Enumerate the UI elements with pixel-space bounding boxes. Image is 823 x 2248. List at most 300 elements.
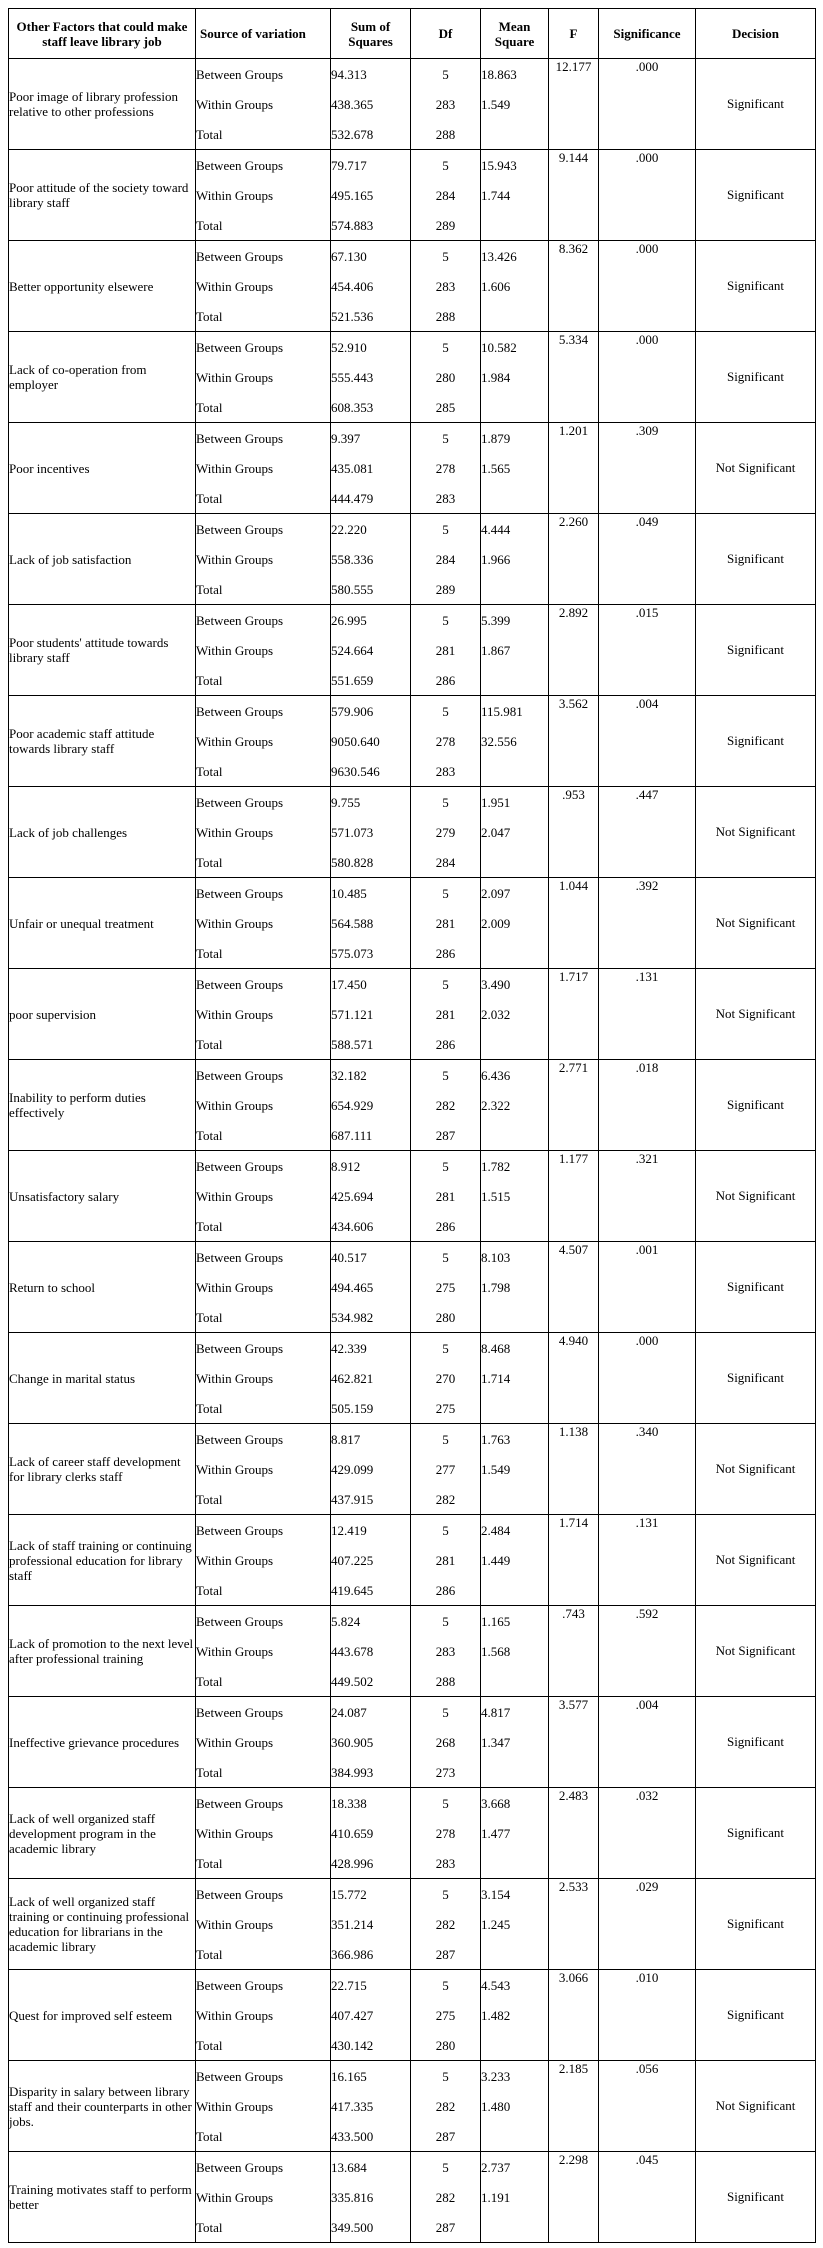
df-cell-stack — [411, 332, 480, 422]
sum-of-squares-cell-value: 410.659 — [331, 1825, 374, 1841]
df-cell-value: 283 — [435, 1643, 456, 1659]
source-cell-value: Total — [196, 1491, 223, 1507]
decision-cell: Significant — [696, 59, 816, 150]
df-cell-stack — [411, 1242, 480, 1332]
sum-of-squares-cell-value: 335.816 — [331, 2189, 374, 2205]
df-cell-value: 288 — [435, 126, 456, 142]
mean-square-cell — [481, 1606, 549, 1697]
f-cell: 2.771 — [549, 1060, 599, 1151]
mean-square-cell-value: 1.565 — [481, 460, 511, 476]
mean-square-cell-value: 1.867 — [481, 642, 511, 658]
sum-of-squares-cell-value: 407.225 — [331, 1552, 374, 1568]
df-cell-stack — [411, 1060, 480, 1150]
df-cell-stack — [411, 1879, 480, 1969]
df-cell-value: 283 — [435, 96, 456, 112]
factor-cell: Better opportunity elsewere — [9, 241, 196, 332]
significance-cell: .032 — [599, 1788, 696, 1879]
sum-of-squares-cell-stack — [331, 1606, 410, 1696]
source-cell-stack — [196, 1333, 330, 1423]
source-cell-value: Within Groups — [196, 1643, 274, 1659]
table-row — [9, 332, 816, 423]
source-cell-value: Total — [196, 1855, 223, 1871]
source-cell — [196, 696, 331, 787]
mean-square-cell — [481, 59, 549, 150]
df-cell-stack — [411, 514, 480, 604]
mean-square-cell-value — [481, 1848, 548, 1878]
mean-square-cell-value: 13.426 — [481, 248, 517, 264]
sum-of-squares-cell-value: 580.555 — [331, 581, 374, 597]
mean-square-cell-value: 6.436 — [481, 1067, 511, 1083]
source-cell-value: Within Groups — [196, 2189, 274, 2205]
sum-of-squares-cell-value: 564.588 — [331, 915, 374, 931]
sum-of-squares-cell-stack — [331, 423, 410, 513]
df-cell-stack — [411, 605, 480, 695]
mean-square-cell-value: 1.477 — [481, 1825, 511, 1841]
mean-square-cell-value: 1.245 — [481, 1916, 511, 1932]
decision-cell: Significant — [696, 150, 816, 241]
sum-of-squares-cell — [331, 1970, 411, 2061]
mean-square-cell-value: 1.782 — [481, 1158, 511, 1174]
df-cell-stack — [411, 1970, 480, 2060]
sum-of-squares-cell — [331, 241, 411, 332]
decision-cell: Significant — [696, 1788, 816, 1879]
factor-cell: Return to school — [9, 1242, 196, 1333]
source-cell-value: Total — [196, 308, 223, 324]
source-cell — [196, 59, 331, 150]
df-cell-value: 283 — [435, 763, 456, 779]
sum-of-squares-cell-value: 9050.640 — [331, 733, 380, 749]
source-cell — [196, 332, 331, 423]
mean-square-cell — [481, 423, 549, 514]
factor-cell: Inability to perform duties effectively — [9, 1060, 196, 1151]
source-cell-stack — [196, 1788, 330, 1878]
mean-square-cell-value: 115.981 — [481, 703, 523, 719]
source-cell-stack — [196, 1515, 330, 1605]
source-cell-value: Total — [196, 1946, 223, 1962]
sum-of-squares-cell-stack — [331, 2061, 410, 2151]
df-cell — [411, 1515, 481, 1606]
sum-of-squares-cell-value: 433.500 — [331, 2128, 374, 2144]
mean-square-cell-stack — [481, 1333, 548, 1423]
factor-cell: Lack of career staff development for library clerks staff — [9, 1424, 196, 1515]
header-significance: Significance — [599, 9, 696, 59]
sum-of-squares-cell — [331, 1697, 411, 1788]
df-cell-stack — [411, 1424, 480, 1514]
source-cell — [196, 241, 331, 332]
decision-cell: Significant — [696, 1242, 816, 1333]
factor-cell: Lack of promotion to the next level after professional training — [9, 1606, 196, 1697]
sum-of-squares-cell-value: 555.443 — [331, 369, 374, 385]
sum-of-squares-cell-value: 360.905 — [331, 1734, 374, 1750]
source-cell-stack — [196, 878, 330, 968]
f-cell: 2.185 — [549, 2061, 599, 2152]
table-row — [9, 878, 816, 969]
sum-of-squares-cell-value: 687.111 — [331, 1127, 373, 1143]
sum-of-squares-cell-value: 351.214 — [331, 1916, 374, 1932]
decision-cell: Significant — [696, 2152, 816, 2243]
sum-of-squares-cell — [331, 1060, 411, 1151]
df-cell-value: 286 — [435, 1582, 456, 1598]
mean-square-cell-stack — [481, 241, 548, 331]
df-cell-value: 289 — [435, 217, 456, 233]
df-cell — [411, 1970, 481, 2061]
sum-of-squares-cell-stack — [331, 1515, 410, 1605]
mean-square-cell-stack — [481, 1060, 548, 1150]
sum-of-squares-cell-value: 443.678 — [331, 1643, 374, 1659]
f-cell: 3.562 — [549, 696, 599, 787]
mean-square-cell-stack — [481, 1697, 548, 1787]
factor-cell: Change in marital status — [9, 1333, 196, 1424]
df-cell — [411, 1879, 481, 1970]
mean-square-cell-value: 1.449 — [481, 1552, 511, 1568]
decision-cell: Significant — [696, 605, 816, 696]
significance-cell: .000 — [599, 59, 696, 150]
df-cell-stack — [411, 787, 480, 877]
decision-cell: Significant — [696, 1970, 816, 2061]
mean-square-cell-value: 8.468 — [481, 1340, 511, 1356]
decision-cell: Significant — [696, 1879, 816, 1970]
source-cell-value: Within Groups — [196, 460, 274, 476]
df-cell-stack — [411, 423, 480, 513]
sum-of-squares-cell-value: 524.664 — [331, 642, 374, 658]
df-cell-value: 279 — [435, 824, 456, 840]
header-decision: Decision — [696, 9, 816, 59]
table-row — [9, 59, 816, 150]
df-cell-stack — [411, 2061, 480, 2151]
decision-cell: Not Significant — [696, 969, 816, 1060]
sum-of-squares-cell — [331, 2152, 411, 2243]
significance-cell: .056 — [599, 2061, 696, 2152]
table-row — [9, 1879, 816, 1970]
df-cell — [411, 969, 481, 1060]
source-cell-value: Within Groups — [196, 915, 274, 931]
significance-cell: .004 — [599, 696, 696, 787]
source-cell-value: Between Groups — [196, 885, 284, 901]
mean-square-cell-stack — [481, 696, 548, 786]
df-cell-value: 278 — [435, 1825, 456, 1841]
source-cell-value: Within Groups — [196, 2007, 274, 2023]
source-cell-value: Within Groups — [196, 1825, 274, 1841]
sum-of-squares-cell-stack — [331, 332, 410, 422]
significance-cell: .592 — [599, 1606, 696, 1697]
df-cell-value: 5 — [442, 2068, 449, 2084]
source-cell-value: Total — [196, 1127, 223, 1143]
df-cell-value: 280 — [435, 1309, 456, 1325]
factor-cell: Ineffective grievance procedures — [9, 1697, 196, 1788]
mean-square-cell-value — [481, 301, 548, 331]
mean-square-cell — [481, 969, 549, 1060]
mean-square-cell-value — [481, 2212, 548, 2242]
df-cell — [411, 332, 481, 423]
sum-of-squares-cell — [331, 1788, 411, 1879]
df-cell — [411, 2061, 481, 2152]
source-cell-value: Within Groups — [196, 642, 274, 658]
mean-square-cell-stack — [481, 1788, 548, 1878]
df-cell-value: 286 — [435, 1036, 456, 1052]
source-cell-value: Total — [196, 2219, 223, 2235]
sum-of-squares-cell — [331, 514, 411, 605]
source-cell-value: Total — [196, 1309, 223, 1325]
sum-of-squares-cell-value: 52.910 — [331, 339, 367, 355]
table-row — [9, 1333, 816, 1424]
df-cell-value: 5 — [442, 248, 449, 264]
factor-cell: Lack of job challenges — [9, 787, 196, 878]
sum-of-squares-cell-value: 444.479 — [331, 490, 374, 506]
source-cell-value: Total — [196, 1673, 223, 1689]
source-cell-value: Total — [196, 672, 223, 688]
df-cell — [411, 2152, 481, 2243]
df-cell-stack — [411, 150, 480, 240]
df-cell — [411, 1788, 481, 1879]
source-cell-value: Total — [196, 1218, 223, 1234]
mean-square-cell — [481, 150, 549, 241]
sum-of-squares-cell-stack — [331, 1333, 410, 1423]
mean-square-cell-value — [481, 1757, 548, 1787]
df-cell-value: 5 — [442, 885, 449, 901]
source-cell-value: Within Groups — [196, 1188, 274, 1204]
df-cell-value: 285 — [435, 399, 456, 415]
mean-square-cell-stack — [481, 969, 548, 1059]
df-cell-value: 289 — [435, 581, 456, 597]
mean-square-cell-stack — [481, 605, 548, 695]
decision-cell: Significant — [696, 1333, 816, 1424]
sum-of-squares-cell — [331, 696, 411, 787]
source-cell-value: Total — [196, 1400, 223, 1416]
source-cell-value: Between Groups — [196, 1431, 284, 1447]
source-cell — [196, 1606, 331, 1697]
mean-square-cell — [481, 878, 549, 969]
mean-square-cell-value — [481, 938, 548, 968]
source-cell-stack — [196, 241, 330, 331]
source-cell-stack — [196, 59, 330, 149]
table-row — [9, 1970, 816, 2061]
decision-cell: Significant — [696, 1697, 816, 1788]
mean-square-cell — [481, 787, 549, 878]
source-cell-value: Within Groups — [196, 824, 274, 840]
f-cell: 1.177 — [549, 1151, 599, 1242]
sum-of-squares-cell-value: 8.912 — [331, 1158, 361, 1174]
mean-square-cell-value — [481, 2121, 548, 2151]
source-cell-stack — [196, 2061, 330, 2151]
sum-of-squares-cell-value: 40.517 — [331, 1249, 367, 1265]
df-cell-value: 5 — [442, 1704, 449, 1720]
df-cell-value: 288 — [435, 308, 456, 324]
mean-square-cell-value: 1.515 — [481, 1188, 511, 1204]
mean-square-cell-value: 1.744 — [481, 187, 511, 203]
source-cell — [196, 1515, 331, 1606]
mean-square-cell-value: 1.966 — [481, 551, 511, 567]
source-cell — [196, 787, 331, 878]
sum-of-squares-cell-value: 654.929 — [331, 1097, 374, 1113]
df-cell-value: 5 — [442, 430, 449, 446]
df-cell-stack — [411, 696, 480, 786]
source-cell-value: Within Groups — [196, 551, 274, 567]
mean-square-cell-value: 1.165 — [481, 1613, 511, 1629]
f-cell: 2.483 — [549, 1788, 599, 1879]
source-cell-value: Total — [196, 217, 223, 233]
source-cell — [196, 150, 331, 241]
sum-of-squares-cell-value: 32.182 — [331, 1067, 367, 1083]
mean-square-cell-value: 1.763 — [481, 1431, 511, 1447]
source-cell-value: Between Groups — [196, 1522, 284, 1538]
mean-square-cell-stack — [481, 787, 548, 877]
df-cell-value: 5 — [442, 1249, 449, 1265]
factor-cell: Lack of co-operation from employer — [9, 332, 196, 423]
f-cell: 2.533 — [549, 1879, 599, 1970]
source-cell-value: Between Groups — [196, 1249, 284, 1265]
mean-square-cell-value — [481, 847, 548, 877]
f-cell: 4.507 — [549, 1242, 599, 1333]
source-cell-value: Between Groups — [196, 339, 284, 355]
sum-of-squares-cell — [331, 1424, 411, 1515]
source-cell — [196, 1970, 331, 2061]
source-cell-value: Total — [196, 1036, 223, 1052]
sum-of-squares-cell-value: 494.465 — [331, 1279, 374, 1295]
mean-square-cell-value: 1.951 — [481, 794, 511, 810]
f-cell: 1.714 — [549, 1515, 599, 1606]
df-cell-value: 5 — [442, 703, 449, 719]
sum-of-squares-cell-value: 13.684 — [331, 2159, 367, 2175]
source-cell — [196, 1788, 331, 1879]
sum-of-squares-cell-value: 9630.546 — [331, 763, 380, 779]
mean-square-cell — [481, 1151, 549, 1242]
df-cell-stack — [411, 1151, 480, 1241]
mean-square-cell-value: 2.047 — [481, 824, 511, 840]
mean-square-cell-stack — [481, 150, 548, 240]
factor-cell: Poor students' attitude towards library staff — [9, 605, 196, 696]
sum-of-squares-cell — [331, 423, 411, 514]
source-cell-stack — [196, 1424, 330, 1514]
sum-of-squares-cell-stack — [331, 878, 410, 968]
df-cell-value: 287 — [435, 1127, 456, 1143]
source-cell — [196, 1151, 331, 1242]
significance-cell: .015 — [599, 605, 696, 696]
table-row — [9, 150, 816, 241]
mean-square-cell-value: 1.347 — [481, 1734, 511, 1750]
sum-of-squares-cell — [331, 1879, 411, 1970]
df-cell — [411, 150, 481, 241]
df-cell-stack — [411, 1697, 480, 1787]
source-cell-value: Between Groups — [196, 1886, 284, 1902]
sum-of-squares-cell-value: 26.995 — [331, 612, 367, 628]
source-cell-stack — [196, 1151, 330, 1241]
source-cell-value: Between Groups — [196, 248, 284, 264]
source-cell-value: Total — [196, 2128, 223, 2144]
mean-square-cell-value: 1.549 — [481, 96, 511, 112]
f-cell: 12.177 — [549, 59, 599, 150]
f-cell: 9.144 — [549, 150, 599, 241]
sum-of-squares-cell-value: 10.485 — [331, 885, 367, 901]
source-cell-value: Within Groups — [196, 1006, 274, 1022]
df-cell-value: 287 — [435, 1946, 456, 1962]
sum-of-squares-cell-stack — [331, 1788, 410, 1878]
header-source: Source of variation — [196, 9, 331, 59]
sum-of-squares-cell-stack — [331, 1060, 410, 1150]
source-cell-value: Between Groups — [196, 66, 284, 82]
mean-square-cell — [481, 1970, 549, 2061]
source-cell-stack — [196, 332, 330, 422]
mean-square-cell-value: 32.556 — [481, 733, 517, 749]
table-row — [9, 423, 816, 514]
source-cell-value: Within Groups — [196, 1097, 274, 1113]
source-cell-value: Within Groups — [196, 1461, 274, 1477]
mean-square-cell — [481, 241, 549, 332]
df-cell — [411, 1060, 481, 1151]
mean-square-cell-stack — [481, 1879, 548, 1969]
f-cell: .953 — [549, 787, 599, 878]
mean-square-cell-value — [481, 483, 548, 513]
sum-of-squares-cell-stack — [331, 1424, 410, 1514]
header-df: Df — [411, 9, 481, 59]
df-cell-value: 270 — [435, 1370, 456, 1386]
df-cell-value: 278 — [435, 733, 456, 749]
df-cell-value: 281 — [435, 915, 456, 931]
mean-square-cell-value — [481, 1393, 548, 1423]
significance-cell: .321 — [599, 1151, 696, 1242]
df-cell-value: 281 — [435, 1552, 456, 1568]
sum-of-squares-cell-value: 574.883 — [331, 217, 374, 233]
source-cell — [196, 514, 331, 605]
f-cell: 1.717 — [549, 969, 599, 1060]
source-cell-stack — [196, 969, 330, 1059]
df-cell-value: 5 — [442, 976, 449, 992]
sum-of-squares-cell-value: 349.500 — [331, 2219, 374, 2235]
f-cell: 1.044 — [549, 878, 599, 969]
factor-cell: Unfair or unequal treatment — [9, 878, 196, 969]
sum-of-squares-cell-stack — [331, 696, 410, 786]
source-cell-value: Between Groups — [196, 521, 284, 537]
df-cell — [411, 1697, 481, 1788]
factor-cell: Disparity in salary between library staff and their counterparts in other jobs. — [9, 2061, 196, 2152]
df-cell-value: 5 — [442, 1067, 449, 1083]
mean-square-cell — [481, 1242, 549, 1333]
df-cell — [411, 1151, 481, 1242]
source-cell-value: Between Groups — [196, 2068, 284, 2084]
significance-cell: .309 — [599, 423, 696, 514]
mean-square-cell — [481, 1424, 549, 1515]
sum-of-squares-cell-value: 18.338 — [331, 1795, 367, 1811]
df-cell-value: 5 — [442, 1886, 449, 1902]
source-cell-value: Between Groups — [196, 430, 284, 446]
mean-square-cell-value — [481, 1120, 548, 1150]
sum-of-squares-cell-stack — [331, 241, 410, 331]
f-cell: 2.892 — [549, 605, 599, 696]
mean-square-cell — [481, 1515, 549, 1606]
df-cell-value: 280 — [435, 2037, 456, 2053]
source-cell-value: Within Groups — [196, 1734, 274, 1750]
sum-of-squares-cell-value: 16.165 — [331, 2068, 367, 2084]
sum-of-squares-cell-value: 580.828 — [331, 854, 374, 870]
mean-square-cell-value — [481, 1211, 548, 1241]
f-cell: 4.940 — [549, 1333, 599, 1424]
mean-square-cell-value — [481, 210, 548, 240]
mean-square-cell-value: 10.582 — [481, 339, 517, 355]
sum-of-squares-cell-stack — [331, 1242, 410, 1332]
mean-square-cell-value — [481, 119, 548, 149]
sum-of-squares-cell-value: 8.817 — [331, 1431, 361, 1447]
header-f: F — [549, 9, 599, 59]
source-cell — [196, 1242, 331, 1333]
mean-square-cell-value: 1.480 — [481, 2098, 511, 2114]
mean-square-cell — [481, 2152, 549, 2243]
source-cell-stack — [196, 2152, 330, 2242]
sum-of-squares-cell-value: 366.986 — [331, 1946, 374, 1962]
mean-square-cell-stack — [481, 2152, 548, 2242]
header-sum-of-squares: Sum of Squares — [331, 9, 411, 59]
df-cell — [411, 605, 481, 696]
df-cell-stack — [411, 878, 480, 968]
mean-square-cell — [481, 332, 549, 423]
